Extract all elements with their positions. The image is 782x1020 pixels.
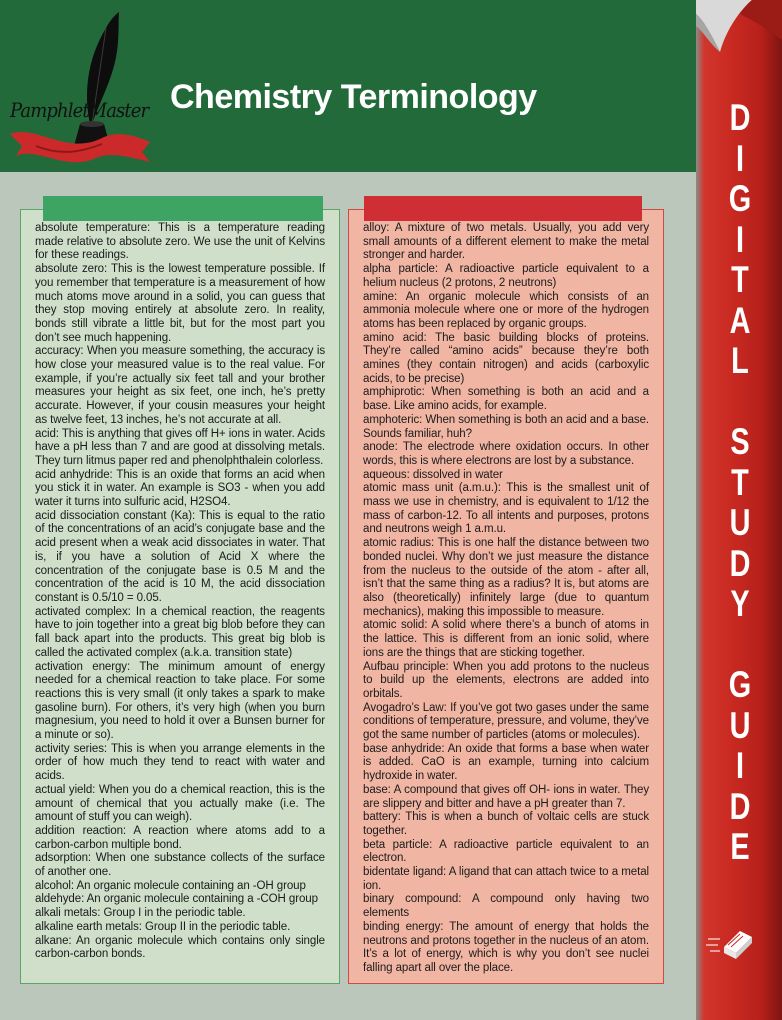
glossary-entry: amino acid: The basic building blocks of proteins. They’re called “amino acids” because they’re both amines (they contain nitrogen) and acids (carboxylic acids, to be precise) (363, 331, 649, 385)
glossary-entry: activation energy: The minimum amount of energy needed for a chemical reaction to take place. For some reactions this is very small (it only takes a spark to make gasoline burn). For others, it’s very high (when you burn magnesium, you need to hold it over a Bunsen burner for a minute or so). (35, 660, 325, 742)
page-curl-icon (696, 0, 782, 70)
book-icon (706, 917, 756, 965)
glossary-entry: adsorption: When one substance collects of the surface of another one. (35, 852, 325, 879)
spine-letter: A (729, 299, 751, 341)
spine-letter: T (731, 259, 749, 300)
spine-letter: I (735, 218, 745, 260)
glossary-entry: addition reaction: A reaction where atoms add to a carbon-carbon multiple bond. (35, 824, 325, 851)
spine-letter: G (728, 178, 752, 219)
spine-letters (720, 98, 760, 868)
spine-letter: Y (730, 583, 750, 624)
spine-letter: S (730, 421, 750, 462)
spine-letter (724, 382, 755, 423)
glossary-entry: battery: This is when a bunch of voltaic cells are stuck together. (363, 811, 649, 837)
glossary-entry: accuracy: When you measure something, the accuracy is how close your measured value is to the real value. For example, if you’re actually six feet tall and your brother measures your height as six feet, one inch, he’s pretty accurate. However, if your cousin measures your height as twelve feet, 13 inches, he’s not accurate at all. (35, 345, 325, 426)
logo-text: PamphletMaster (10, 98, 149, 122)
glossary-entry: base anhydride: An oxide that forms a base when water is added. CaO is an example, turning into calcium hydroxide in water. (363, 742, 649, 783)
glossary-entry: amphiprotic: When something is both an acid and a base. Like amino acids, for example. (363, 386, 649, 413)
glossary-entry: atomic mass unit (a.m.u.): This is the smallest unit of mass we use in chemistry, and is equivalent to 1/12 the mass of carbon-12. To all intents and purposes, protons and neutrons weigh 1 a.m.u. (363, 482, 649, 536)
spine-letter: U (729, 502, 751, 543)
glossary-entry: beta particle: A radioactive particle equivalent to an electron. (363, 838, 649, 865)
spine-letter: D (729, 97, 751, 138)
glossary-entry: alloy: A mixture of two metals. Usually, you add very small amounts of a different element to make the metal stronger and harder. (363, 222, 649, 262)
quill-logo-icon (6, 6, 156, 171)
glossary-entry: Avogadro’s Law: If you’ve got two gases under the same conditions of temperature, pressure, and volume, they’ve got the same number of particles (atoms or molecules). (363, 701, 649, 742)
glossary-entry: acid dissociation constant (Ka): This is equal to the ratio of the concentrations of an acid’s conjugate base and the acid present when a weak acid dissociates in water. That is, if you have a solution of Acid X where the concentration of the conjugate base is 0.5 M and the concentration of the acid is 10 M, the acid dissociation constant is 0.5/10 = 0.05. (35, 509, 325, 604)
pamphletmaster-logo (6, 6, 156, 171)
glossary-entry: alkaline earth metals: Group II in the periodic table. (35, 920, 291, 933)
spine-letter: I (735, 745, 745, 786)
glossary-entry: actual yield: When you do a chemical reaction, this is the amount of chemical that you actually make (i.e. The amount of stuff you can weigh). (35, 783, 325, 824)
glossary-entry: aqueous: dissolved in water (363, 468, 503, 481)
glossary-entry: absolute zero: This is the lowest temperature possible. If you remember that temperature is a measurement of how much atoms move around in a solid, you can guess that they stop moving entirely at absolute zero. In reality, bonds still vibrate a little bit, but for the most part you don’t see much happening. (35, 263, 325, 344)
glossary-entry: activated complex: In a chemical reaction, the reagents have to join together into a great big blob before they can fall back apart into the products. This great big blob is called the activated complex (a.k.a. transition state) (35, 605, 325, 659)
left-glossary (35, 222, 325, 962)
glossary-entry: bidentate ligand: A ligand that can attach twice to a metal ion. (363, 866, 649, 892)
glossary-entry: atomic solid: A solid where there’s a bunch of atoms in the lattice. This is different from an ionic solid, where ions are the things that are sticking together. (363, 619, 649, 659)
left-column-tab (43, 196, 323, 221)
glossary-entry: absolute temperature: This is a temperature reading made relative to absolute zero. We use the unit of Kelvins for these readings. (35, 222, 325, 262)
spine-letter: E (730, 826, 750, 867)
glossary-entry: acid anhydride: This is an oxide that forms an acid when you stick it in water. An example is SO3 - when you add water it turns into sulfuric acid, H2SO4. (35, 468, 325, 509)
spine-letter (724, 625, 755, 666)
spine-letter: D (729, 785, 751, 827)
glossary-entry: binary compound: A compound only having two elements (363, 893, 649, 920)
glossary-entry: alkali metals: Group I in the periodic table. (35, 907, 246, 920)
glossary-entry: atomic radius: This is one half the distance between two bonded nuclei. Why don’t we just measure the distance from the nucleus to the outside of the atom - after all, isn’t that the same thing as a radius? It is, but atoms are also (theoretically) infinitely large (due to quantum mechanics), making this impossible to measure. (363, 537, 649, 618)
glossary-entry: alpha particle: A radioactive particle equivalent to a helium nucleus (2 protons, 2 neutrons) (363, 263, 649, 289)
spine-letter: G (728, 664, 752, 705)
glossary-entry: alcohol: An organic molecule containing an -OH group (35, 879, 306, 892)
glossary-entry: base: A compound that gives off OH- ions in water. They are slippery and bitter and have a pH greater than 7. (363, 783, 649, 810)
glossary-entry: binding energy: The amount of energy that holds the neutrons and protons together in the nucleus of an atom. It’s a lot of energy, which is why you don’t see nuclei falling apart all over the place. (363, 920, 649, 974)
right-glossary (363, 222, 649, 976)
glossary-entry: anode: The electrode where oxidation occurs. In other words, this is where electrons are lost by a substance. (363, 441, 649, 467)
glossary-entry: activity series: This is when you arrange elements in the order of how much they tend to react with water and acids. (35, 742, 325, 783)
spine-letter: U (729, 704, 751, 746)
page-title: Chemistry Terminology (170, 78, 537, 116)
spine-letter: L (731, 340, 749, 381)
glossary-entry: amphoteric: When something is both an acid and a base. Sounds familiar, huh? (363, 413, 650, 440)
spine-banner (696, 0, 782, 1020)
glossary-entry: acid: This is anything that gives off H+ ions in water. Acids have a pH less than 7 and are good at dissolving metals. They turn litmus paper red and phenolphthalein colorless. (35, 427, 325, 467)
right-column-tab (364, 196, 642, 221)
glossary-entry: amine: An organic molecule which consists of an ammonia molecule where one or more of the hydrogen atoms has been replaced by organic groups. (363, 290, 649, 330)
spine-letter: T (731, 461, 749, 503)
spine-letter: D (729, 542, 751, 584)
glossary-entry: Aufbau principle: When you add protons to the nucleus to build up the elements, electrons are added into orbitals. (363, 660, 649, 700)
spine-letter: I (735, 137, 745, 179)
glossary-entry: alkane: An organic molecule which contains only single carbon-carbon bonds. (35, 934, 325, 961)
glossary-entry: aldehyde: An organic molecule containing a -COH group (35, 893, 318, 906)
